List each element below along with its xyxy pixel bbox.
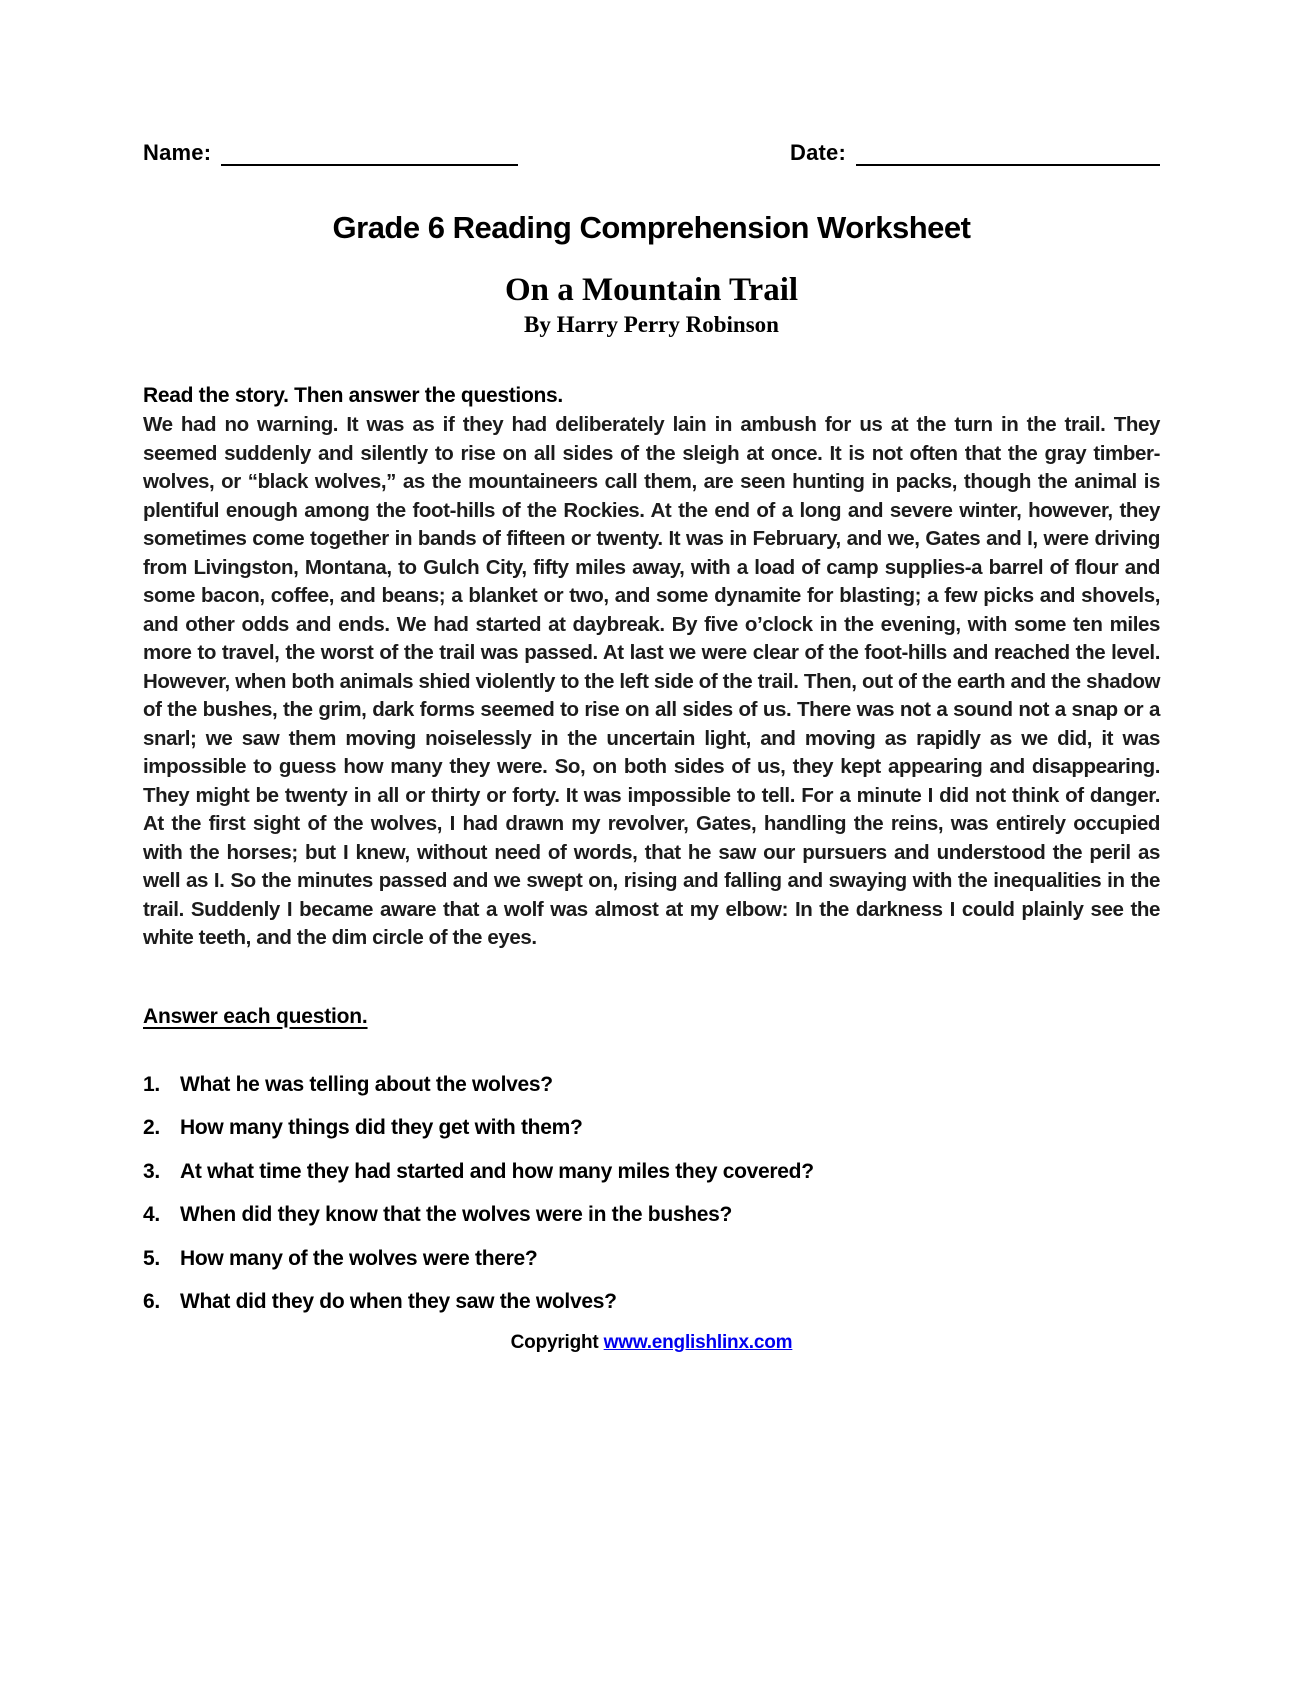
date-blank: [856, 142, 1160, 166]
question-item: [143, 1245, 1160, 1272]
question-text: How many of the wolves were there?: [180, 1246, 538, 1270]
question-number: 5.: [143, 1246, 160, 1270]
question-number: 3.: [143, 1159, 160, 1183]
question-number: 2.: [143, 1116, 160, 1139]
question-number: 4.: [143, 1203, 160, 1226]
answer-heading: Answer each question.: [143, 1004, 368, 1028]
name-label: Name:: [143, 140, 212, 165]
question-number: 1.: [143, 1072, 160, 1096]
englishlinx-link[interactable]: www.englishlinx.com: [603, 1331, 793, 1353]
name-date-row: [143, 140, 1160, 166]
instructions-text: Read the story. Then answer the questions.: [143, 384, 563, 407]
date-field: [790, 140, 1160, 166]
question-text: At what time they had started and how many miles they covered?: [180, 1159, 814, 1183]
question-list: [143, 1071, 1160, 1316]
story-title: On a Mountain Trail: [504, 272, 799, 308]
question-text: How many things did they get with them?: [180, 1116, 583, 1139]
question-item: [143, 1114, 1160, 1141]
date-label: Date:: [790, 140, 847, 165]
copyright-line: [143, 1332, 1160, 1354]
question-number: 6.: [143, 1290, 160, 1313]
copyright-label: Copyright: [510, 1331, 599, 1353]
story-text: We had no warning. It was as if they had deliberately lain in ambush for us at the turn in the trail. They seemed suddenly and silently to rise on all sides of the sleigh at once. It is not often that the gray timber-wolves, or “black wolves,” as the mountaineers call them, are seen hunting in packs, though the animal is plentiful enough among the foot-hills of the Rockies. At the end of a long and severe winter, however, they sometimes come together in bands of fifteen or twenty. It was in February, and we, Gates and I, were driving from Livingston, Montana, to Gulch City, fifty miles away, with a load of camp supplies-a barrel of flour and some bacon, coffee, and beans; a blanket or two, and some dynamite for blasting; a few picks and shovels, and other odds and ends. We had started at daybreak. By five o’clock in the evening, with some ten miles more to travel, the worst of the trail was passed. At last we were clear of the foot-hills and reached the level. However, when both animals shied violently to the left side of the trail. Then, out of the earth and the shadow of the bushes, the grim, dark forms seemed to rise on all sides of us. There was not a sound not a snap or a snarl; we saw them moving noiselessly in the uncertain light, and moving as rapidly as we did, it was impossible to guess how many they were. So, on both sides of us, they kept appearing and disappearing. They might be twenty in all or thirty or forty. It was impossible to tell. For a minute I did not think of danger. At the first sight of the wolves, I had drawn my revolver, Gates, handling the reins, was entirely occupied with the horses; but I knew, without need of words, that he saw our pursuers and understood the peril as well as I. So the minutes passed and we swept on, rising and falling and swaying with the inequalities in the trail. Suddenly I became aware that a wolf was almost at my elbow: In the darkness I could plainly see the white teeth, and the dim circle of the eyes.: [143, 413, 1160, 949]
name-field: [143, 140, 518, 166]
worksheet-title: Grade 6 Reading Comprehension Worksheet: [332, 210, 971, 245]
story-author: By Harry Perry Robinson: [524, 312, 779, 337]
question-text: What he was telling about the wolves?: [180, 1072, 553, 1096]
question-item: [143, 1201, 1160, 1228]
question-text: What did they do when they saw the wolves?: [180, 1290, 617, 1313]
name-blank: [221, 142, 518, 166]
question-item: [143, 1288, 1160, 1315]
question-item: [143, 1071, 1160, 1098]
question-item: [143, 1158, 1160, 1185]
question-text: When did they know that the wolves were in the bushes?: [180, 1203, 733, 1226]
